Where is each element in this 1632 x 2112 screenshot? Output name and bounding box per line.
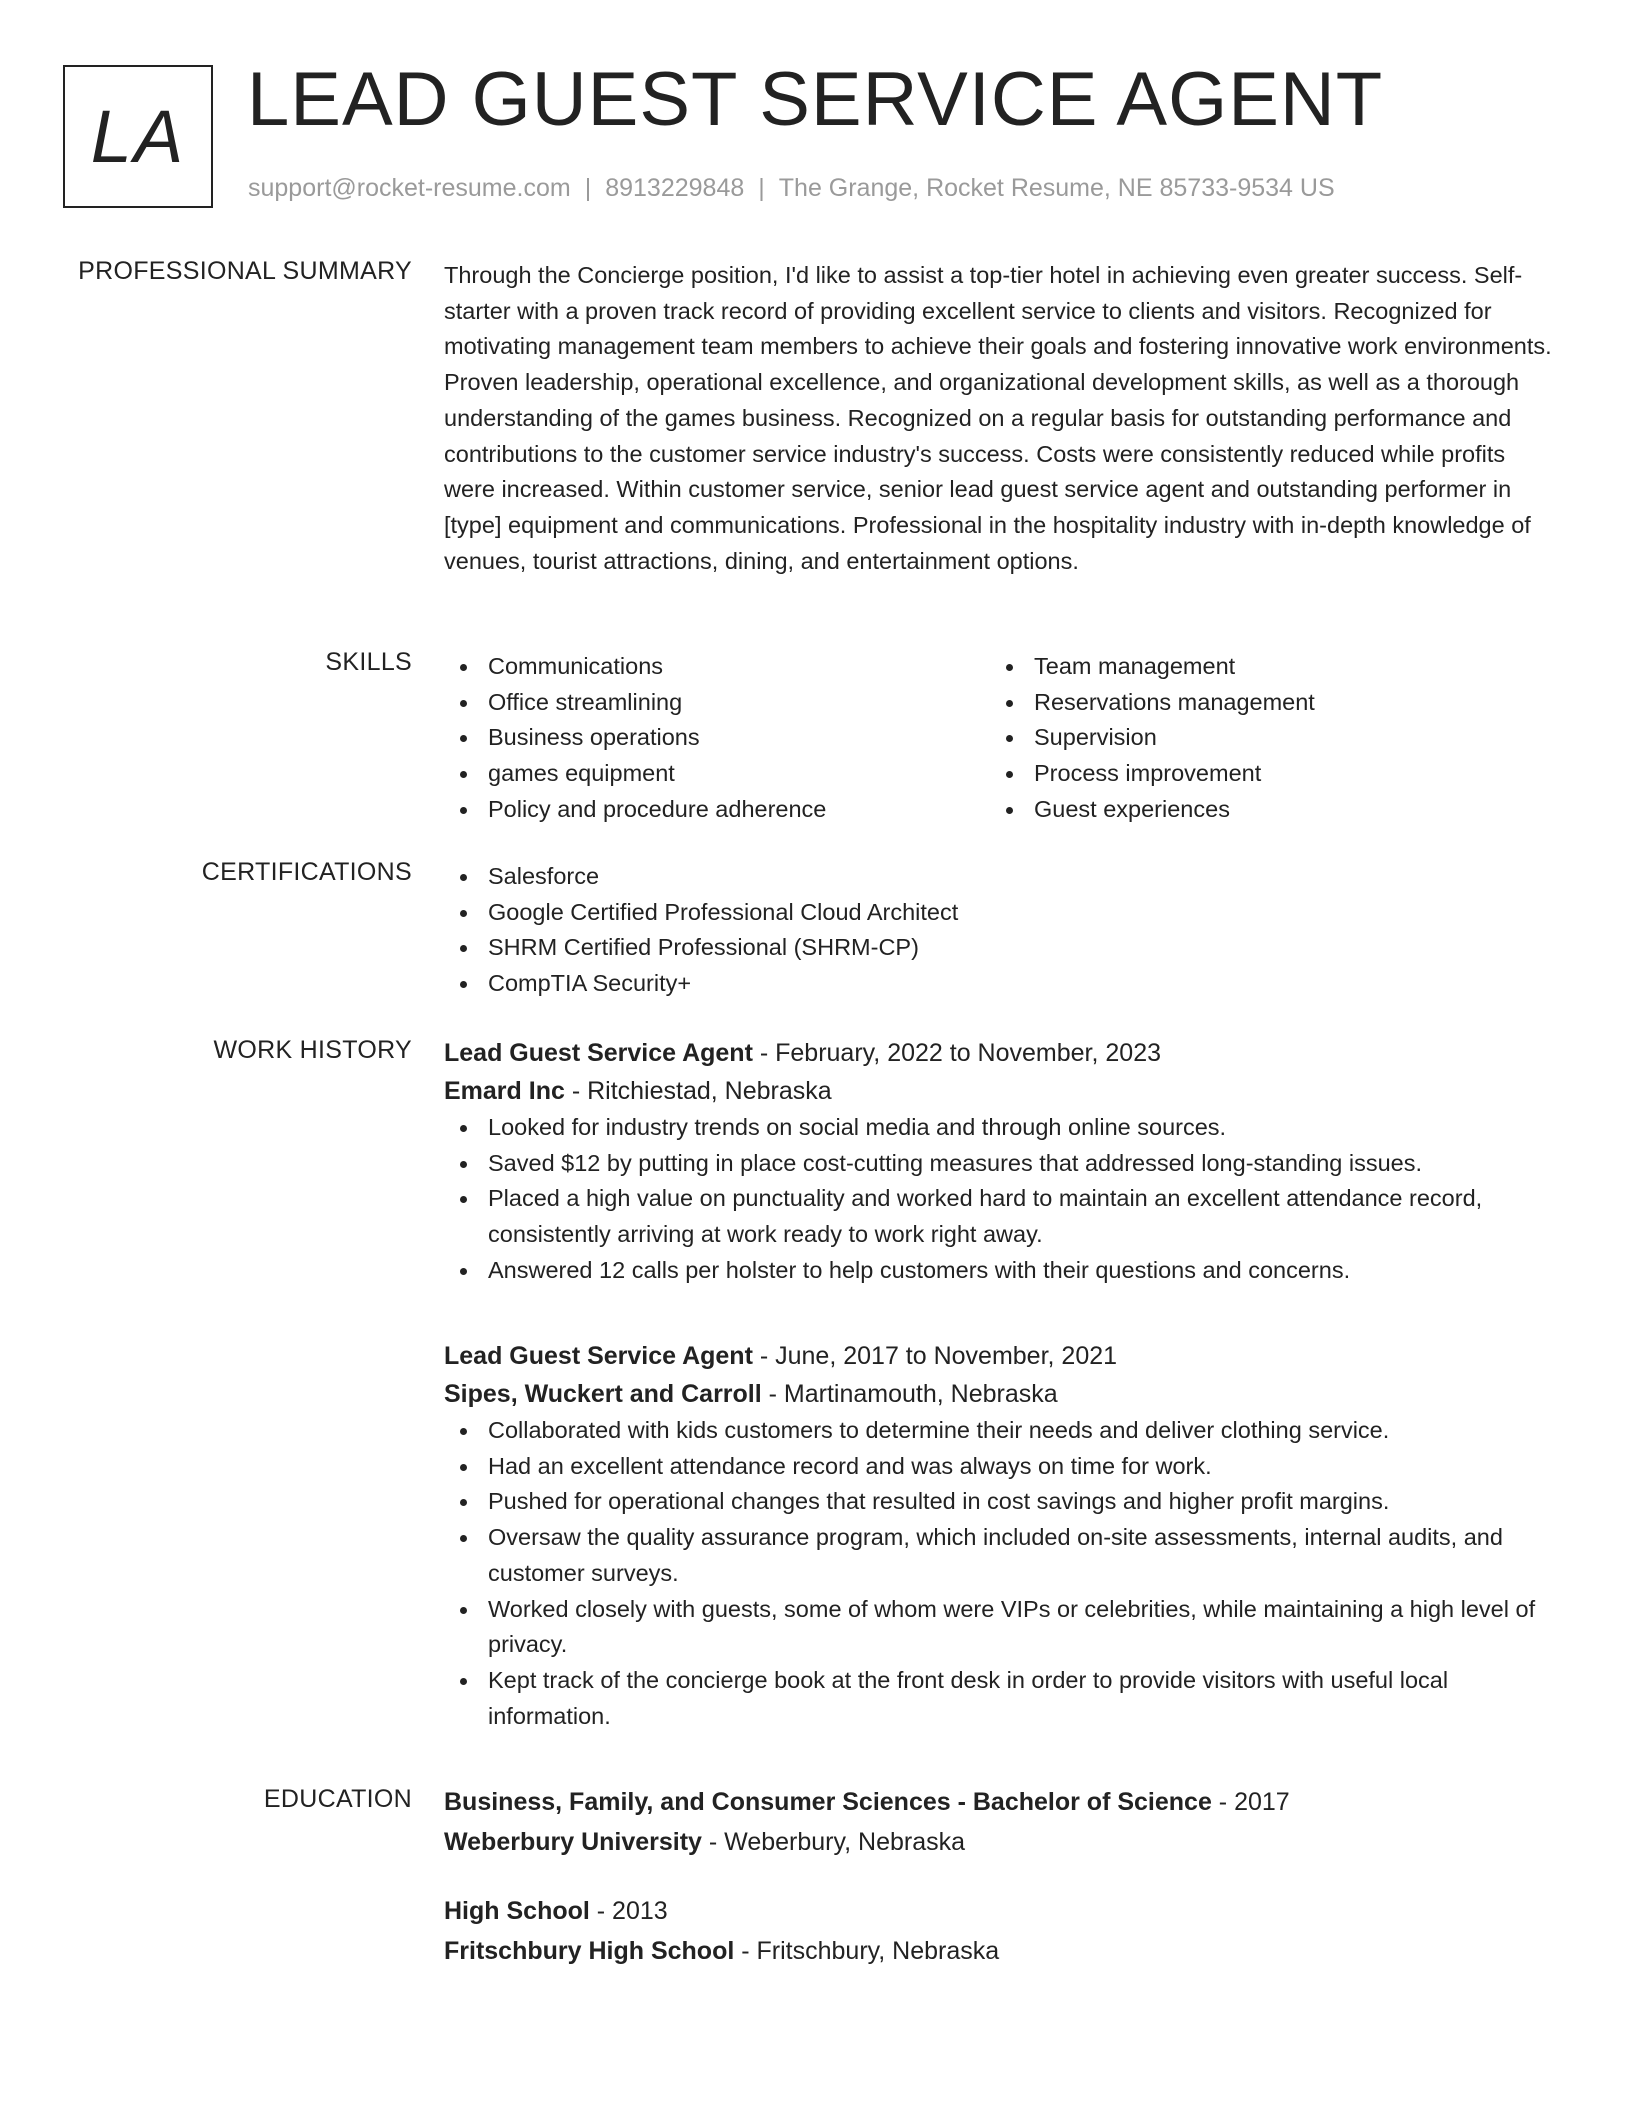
job-dates: - June, 2017 to November, 2021	[752, 1342, 1118, 1370]
resume-title: LEAD GUEST SERVICE AGENT	[247, 57, 1384, 142]
skills-list-right	[990, 649, 1536, 828]
certifications-heading: CERTIFICATIONS	[201, 858, 412, 886]
skill-item: Business operations	[444, 720, 990, 756]
contact-phone[interactable]: 8913229848	[605, 174, 745, 202]
certification-item: Google Certified Professional Cloud Architect	[444, 895, 1554, 931]
job-company: Emard Inc	[444, 1077, 565, 1105]
job-bullet: Pushed for operational changes that resulted in cost savings and higher profit margins.	[444, 1484, 1554, 1520]
job-bullet: Saved $12 by putting in place cost-cutting measures that addressed long-standing issues.	[444, 1146, 1554, 1182]
job-title: Lead Guest Service Agent	[444, 1342, 753, 1370]
skill-item: Office streamlining	[444, 685, 990, 721]
education-year: - 2013	[589, 1897, 668, 1925]
education-location: - Weberbury, Nebraska	[701, 1828, 966, 1856]
job-entry	[444, 1337, 1554, 1734]
education-school: Fritschbury High School	[444, 1937, 735, 1965]
job-entry	[444, 1034, 1554, 1289]
skill-item: Policy and procedure adherence	[444, 792, 990, 828]
skill-item: Reservations management	[990, 685, 1536, 721]
education-degree: High School	[444, 1897, 590, 1925]
summary-heading: PROFESSIONAL SUMMARY	[78, 257, 412, 285]
certification-item: SHRM Certified Professional (SHRM-CP)	[444, 930, 1554, 966]
education-location: - Fritschbury, Nebraska	[734, 1937, 1000, 1965]
contact-address: The Grange, Rocket Resume, NE 85733-9534 US	[778, 174, 1335, 202]
skill-item: Guest experiences	[990, 792, 1536, 828]
work-history-heading: WORK HISTORY	[213, 1036, 412, 1064]
education-year: - 2017	[1211, 1788, 1290, 1816]
monogram-box	[63, 65, 213, 208]
job-bullet: Oversaw the quality assurance program, which included on-site assessments, internal audits, and customer surveys.	[444, 1520, 1554, 1591]
skill-item: Process improvement	[990, 756, 1536, 792]
certifications-list	[444, 859, 1554, 1002]
certification-item: Salesforce	[444, 859, 1554, 895]
job-bullet: Placed a high value on punctuality and worked hard to maintain an excellent attendance record, consistently arriving at work ready to work right away.	[444, 1181, 1554, 1252]
job-bullets	[444, 1413, 1554, 1734]
skill-item: Communications	[444, 649, 990, 685]
monogram-initials: LA	[90, 95, 186, 178]
education-entry	[444, 1782, 1554, 1862]
education-degree: Business, Family, and Consumer Sciences - Bachelor of Science	[444, 1788, 1212, 1816]
job-bullet: Answered 12 calls per holster to help customers with their questions and concerns.	[444, 1253, 1554, 1289]
job-location: - Martinamouth, Nebraska	[761, 1380, 1058, 1408]
job-bullet: Collaborated with kids customers to determine their needs and deliver clothing service.	[444, 1413, 1554, 1449]
summary-text: Through the Concierge position, I'd like to assist a top-tier hotel in achieving even greater success. Self-starter with a proven track record of providing excellent service to clients and visitors. Recognized for motivating management team members to achieve their goals and fostering innovative work environments. Proven leadership, operational excellence, and organizational development skills, as well as a thorough understanding of the games business. Recognized on a regular basis for outstanding performance and contributions to the customer service industry's success. Costs were consistently reduced while profits were increased. Within customer service, senior lead guest service agent and outstanding performer in [type] equipment and communications. Professional in the hospitality industry with in-depth knowledge of venues, tourist attractions, dining, and entertainment options.	[444, 262, 1552, 574]
job-dates: - February, 2022 to November, 2023	[752, 1039, 1161, 1067]
skill-item: Supervision	[990, 720, 1536, 756]
skill-item: games equipment	[444, 756, 990, 792]
contact-separator: |	[584, 174, 592, 202]
education-heading: EDUCATION	[263, 1785, 412, 1813]
education-entry	[444, 1891, 1554, 1971]
education-school: Weberbury University	[444, 1828, 702, 1856]
job-title: Lead Guest Service Agent	[444, 1039, 753, 1067]
contact-separator: |	[758, 174, 765, 202]
job-company: Sipes, Wuckert and Carroll	[444, 1380, 762, 1408]
job-bullet: Kept track of the concierge book at the front desk in order to provide visitors with useful local information.	[444, 1663, 1554, 1734]
job-bullets	[444, 1110, 1554, 1289]
skills-heading: SKILLS	[325, 648, 412, 676]
certification-item: CompTIA Security+	[444, 966, 1554, 1002]
job-bullet: Worked closely with guests, some of whom were VIPs or celebrities, while maintaining a high level of privacy.	[444, 1592, 1554, 1663]
skills-list-left	[444, 649, 990, 828]
job-location: - Ritchiestad, Nebraska	[564, 1077, 832, 1105]
job-bullet: Had an excellent attendance record and was always on time for work.	[444, 1449, 1554, 1485]
contact-line	[248, 174, 1335, 203]
contact-email[interactable]: support@rocket-resume.com	[248, 174, 571, 202]
skill-item: Team management	[990, 649, 1536, 685]
job-bullet: Looked for industry trends on social media and through online sources.	[444, 1110, 1554, 1146]
